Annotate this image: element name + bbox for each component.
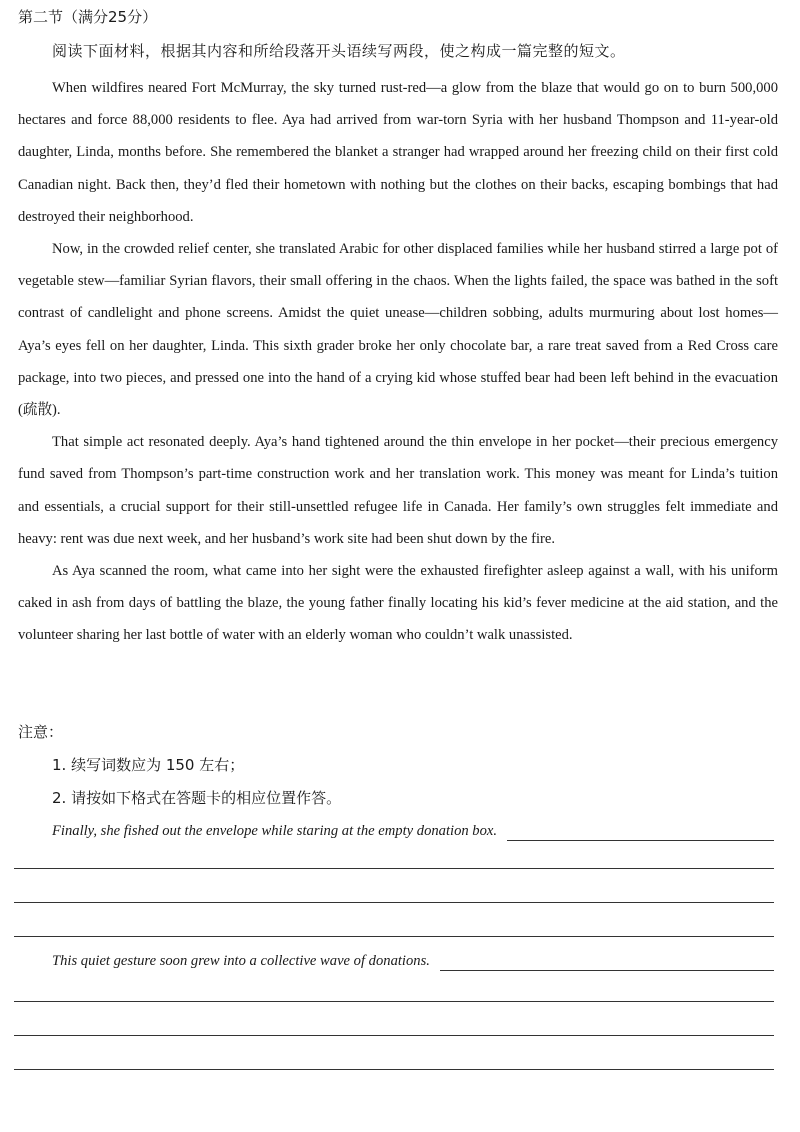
answer-line[interactable]: [14, 868, 774, 869]
first-paragraph-prompt: [52, 817, 774, 841]
answer-line[interactable]: [14, 1035, 774, 1036]
passage-paragraph-2: Now, in the crowded relief center, she translated Arabic for other displaced families while her husband stirred a large pot of vegetable stew—familiar Syrian flavors, their small offering in the chaos. When the lights failed, the space was bathed in the soft contrast of candlelight and phone screens. Amidst the quiet unease—children sobbing, adults murmuring about lost homes—Aya’s eyes fell on her daughter, Linda. This sixth grader broke her only chocolate bar, a rare treat saved from a Red Cross care package, into two pieces, and pressed one into the hand of a crying kid whose stuffed bear had been left behind in the evacuation (疏散).: [18, 241, 778, 419]
passage-paragraph-1: When wildfires neared Fort McMurray, the sky turned rust-red—a glow from the blaze that would go on to burn 500,000 hectares and force 88,000 residents to flee. Aya had arrived from war-torn Syria with her husband Thompson and 11-year-old daughter, Linda, months before. She remembered the blanket a stranger had wrapped around her freezing child on their first cold Canadian night. Back then, they’d fled their hometown with nothing but the clothes on their backs, escaping bombings that had destroyed their neighborhood.: [18, 80, 778, 225]
note-item-format: 2. 请按如下格式在答题卡的相应位置作答。: [52, 789, 342, 807]
reading-passage: [18, 72, 778, 652]
second-prompt-text: This quiet gesture soon grew into a collective wave of donations.: [52, 953, 430, 969]
first-prompt-answer-line[interactable]: [507, 826, 774, 841]
note-item-word-count: 1. 续写词数应为 150 左右；: [52, 756, 245, 774]
answer-line[interactable]: [14, 902, 774, 903]
answer-line[interactable]: [14, 1069, 774, 1070]
passage-paragraph-4: As Aya scanned the room, what came into her sight were the exhausted firefighter asleep against a wall, with his uniform caked in ash from days of battling the blaze, the young father finally locating his kid’s fever medicine at the aid station, and the volunteer sharing her last bottle of water with an elderly woman who couldn’t walk unassisted.: [18, 563, 778, 644]
answer-line[interactable]: [14, 1001, 774, 1002]
second-paragraph-prompt: [52, 947, 774, 971]
answer-line[interactable]: [14, 936, 774, 937]
task-instruction: 阅读下面材料，根据其内容和所给段落开头语续写两段，使之构成一篇完整的短文。: [52, 42, 626, 60]
first-prompt-text: Finally, she fished out the envelope while staring at the empty donation box.: [52, 823, 498, 839]
notes-title: 注意：: [18, 723, 64, 741]
section-title: 第二节（满分25分）: [18, 8, 158, 26]
second-prompt-answer-line[interactable]: [440, 956, 774, 971]
passage-paragraph-3: That simple act resonated deeply. Aya’s hand tightened around the thin envelope in her pocket—their precious emergency fund saved from Thompson’s part-time construction work and her translation work. This money was meant for Linda’s tuition and essentials, a crucial support for their still-unsettled refugee life in Canada. Her family’s own struggles felt immediate and heavy: rent was due next week, and her husband’s work site had been shut down by the fire.: [18, 434, 778, 547]
